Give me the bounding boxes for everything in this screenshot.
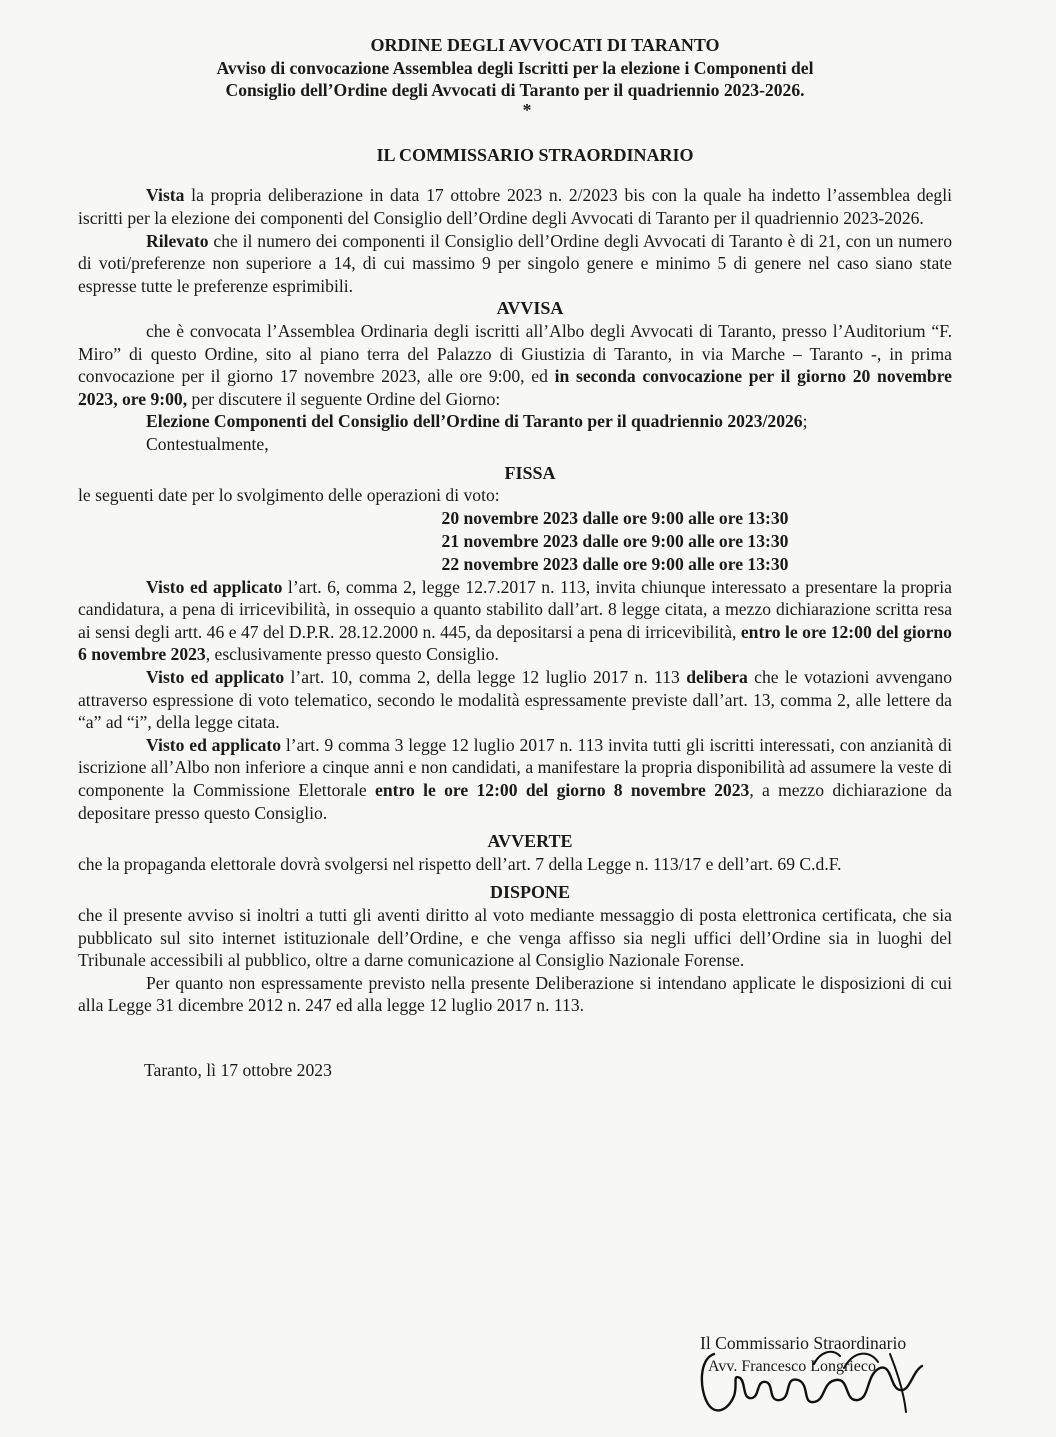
voting-date-1: 20 novembre 2023 dalle ore 9:00 alle ore 13:30 bbox=[441, 507, 789, 528]
visto-1-text-1: l’art. 6, comma 2, legge 12.7.2017 n. 113, invita chiunque interessato a presentare la propria candidatura, a pena di irricevibilità, in ossequio a quanto stabilito dall’art. 8 legge citata, a mezzo dichiarazione scritta resa ai sensi degli artt. 46 e 47 del D.P.R. 28.12.2000 n. 445, da depositarsi a pena di irricevibilità, bbox=[78, 576, 952, 642]
place-and-date: Taranto, lì 17 ottobre 2023 bbox=[144, 1059, 332, 1080]
signature-name: Avv. Francesco Longrieco bbox=[708, 1358, 876, 1375]
signature-block bbox=[700, 1332, 906, 1378]
commissario-title: IL COMMISSARIO STRAORDINARIO bbox=[376, 144, 694, 165]
voting-dates bbox=[278, 507, 952, 576]
heading-fissa: FISSA bbox=[504, 462, 556, 483]
header-asterisk: * bbox=[522, 99, 532, 120]
heading-dispone: DISPONE bbox=[489, 882, 570, 903]
paragraph-avvisa bbox=[78, 320, 952, 410]
handwritten-signature bbox=[694, 1344, 954, 1424]
visto-2-text-1: l’art. 10, comma 2, della legge 12 luglio 2017 n. 113 bbox=[284, 667, 687, 688]
header-org-title: ORDINE DEGLI AVVOCATI DI TARANTO bbox=[370, 35, 720, 55]
paragraph-avverte: che la propaganda elettorale dovrà svolgersi nel rispetto dell’art. 7 della Legge n. 113/17 e dell’art. 69 C.d.F. bbox=[78, 853, 842, 874]
avvisa-text-1: che è convocata l’Assemblea Ordinaria degli iscritti all’Albo degli Avvocati di Taranto, presso l’Auditorium “F. Miro” di questo Ordine, sito al piano terra del Palazzo di Giustizia di Taranto, in via Marche – Taranto -, in prima convocazione per il giorno 17 novembre 2023, alle ore 9:00, ed bbox=[78, 320, 952, 387]
visto-3-lead: Visto ed applicato bbox=[146, 734, 282, 755]
ordine-del-giorno: Elezione Componenti del Consiglio dell’Ordine di Taranto per il quadriennio 2023/2026 bbox=[146, 411, 803, 432]
paragraph-ordine-del-giorno bbox=[78, 410, 952, 433]
paragraph-vista bbox=[78, 184, 952, 229]
voting-date-3: 22 novembre 2023 dalle ore 9:00 alle ore 13:30 bbox=[441, 553, 789, 574]
heading-avvisa: AVVISA bbox=[496, 298, 564, 319]
signature-title: Il Commissario Straordinario bbox=[700, 1333, 907, 1353]
document-header bbox=[78, 34, 952, 102]
vista-lead: Vista bbox=[146, 185, 185, 206]
header-subject-line-1: Avviso di convocazione Assemblea degli Iscritti per la elezione i Componenti del bbox=[216, 57, 814, 78]
visto-1-lead: Visto ed applicato bbox=[146, 576, 283, 597]
visto-2-bold: delibera bbox=[686, 667, 748, 688]
visto-3-text-1: l’art. 9 comma 3 legge 12 luglio 2017 n. 113 invita tutti gli iscritti interessati, con anzianità di iscrizione all’Albo non inferiore a cinque anni e non candidati, a manifestare la propria disponibilità ad assumere la veste di componente la Commissione Elettorale bbox=[78, 734, 952, 801]
heading-avverte: AVVERTE bbox=[487, 831, 573, 852]
vista-text: la propria deliberazione in data 17 ottobre 2023 n. 2/2023 bis con la quale ha indetto l’assemblea degli iscritti per la elezione dei componenti del Consiglio dell’Ordine degli Avvocati di Taranto per il quadriennio 2023-2026. bbox=[78, 185, 952, 228]
paragraph-rilevato bbox=[78, 230, 952, 298]
header-subject-line-2: Consiglio dell’Ordine degli Avvocati di Taranto per il quadriennio 2023-2026. bbox=[225, 80, 805, 101]
rilevato-text: che il numero dei componenti il Consiglio dell’Ordine degli Avvocati di Taranto è di 21, con un numero di voti/preferenze non superiore a 14, di cui massimo 9 per singolo genere e minimo 5 di genere nel caso siano state espresse tutte le preferenze esprimibili. bbox=[78, 230, 952, 296]
paragraph-visto-1 bbox=[78, 576, 952, 666]
avvisa-bold: in seconda convocazione per il giorno 20 novembre 2023, ore 9:00, bbox=[78, 366, 952, 409]
visto-2-text-2: che le votazioni avvengano attraverso espressione di voto telematico, secondo le modalità espressamente previste dall’art. 13, comma 2, alle lettere da “a” ad “i”, della legge citata. bbox=[78, 667, 953, 733]
rilevato-lead: Rilevato bbox=[146, 230, 209, 251]
visto-1-bold: entro le ore 12:00 del giorno 6 novembre 2023 bbox=[78, 621, 952, 665]
paragraph-contestualmente: Contestualmente, bbox=[146, 433, 269, 454]
paragraph-visto-3 bbox=[78, 734, 952, 824]
paragraph-dispone: che il presente avviso si inoltri a tutti gli aventi diritto al voto mediante messaggio di posta elettronica certificata, che sia pubblicato sul sito internet istituzionale dell’Ordine, e che venga affisso sia negli uffici dell’Ordine sia in luoghi del Tribunale accessibili al pubblico, oltre a darne comunicazione al Consiglio Nazionale Forense. bbox=[78, 905, 952, 971]
ordine-del-giorno-end: ; bbox=[802, 411, 808, 432]
visto-3-bold: entro le ore 12:00 del giorno 8 novembre 2023 bbox=[375, 780, 750, 801]
voting-date-2: 21 novembre 2023 dalle ore 9:00 alle ore 13:30 bbox=[441, 530, 789, 551]
visto-2-lead: Visto ed applicato bbox=[146, 667, 285, 688]
avvisa-text-2: per discutere il seguente Ordine del Giorno: bbox=[187, 388, 501, 409]
visto-1-text-2: , esclusivamente presso questo Consiglio. bbox=[205, 644, 499, 665]
visto-3-text-2: , a mezzo dichiarazione da depositare presso questo Consiglio. bbox=[78, 780, 952, 823]
paragraph-per-quanto: Per quanto non espressamente previsto nella presente Deliberazione si intendano applicate le disposizioni di cui alla Legge 31 dicembre 2012 n. 247 ed alla legge 12 luglio 2017 n. 113. bbox=[78, 972, 952, 1016]
paragraph-visto-2 bbox=[78, 666, 952, 734]
fissa-intro: le seguenti date per lo svolgimento delle operazioni di voto: bbox=[78, 485, 500, 506]
